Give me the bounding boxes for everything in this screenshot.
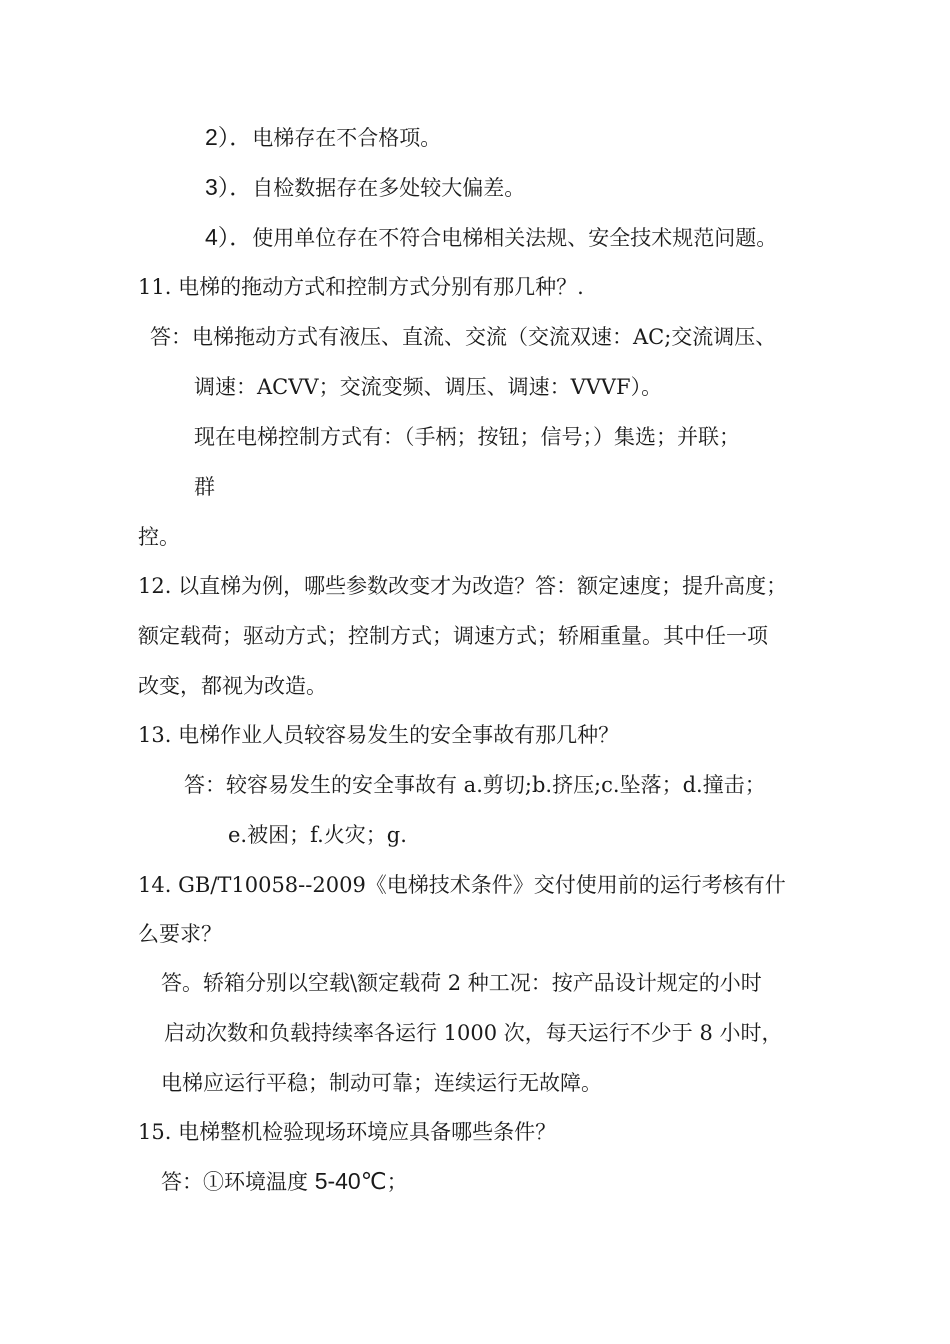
answer-11-line-2: 调速：ACVV；交流变频、调压、调速：VVVF）。: [194, 375, 663, 399]
answer-15-prefix: 答：①环境温度: [161, 1170, 315, 1194]
answer-13-line-1: 答：较容易发生的安全事故有 a.剪切;b.挤压;c.坠落；d.撞击；: [184, 773, 766, 797]
list-item-2: [205, 122, 441, 153]
answer-13-line-2: e.被困；f.火灾；g.: [228, 823, 407, 847]
question-11: 11. 电梯的拖动方式和控制方式分别有那几种？.: [138, 275, 584, 299]
question-12-line-2: 额定载荷；驱动方式；控制方式；调速方式；轿厢重量。其中任一项: [138, 624, 768, 648]
question-13: 13. 电梯作业人员较容易发生的安全事故有那几种？: [138, 723, 620, 747]
question-15: 15. 电梯整机检验现场环境应具备哪些条件？: [138, 1120, 557, 1144]
answer-14-line-2: 启动次数和负载持续率各运行 1000 次，每天运行不少于 8 小时，: [164, 1021, 783, 1045]
list-marker: 4）．: [205, 224, 253, 250]
temperature-range: 5-40℃: [314, 1168, 387, 1194]
answer-11-line-1: 答：电梯拖动方式有液压、直流、交流（交流双速：AC;交流调压、: [150, 325, 777, 349]
question-12-line-3: 改变，都视为改造。: [138, 674, 327, 698]
answer-14-line-1: 答。轿箱分别以空载\额定载荷 2 种工况：按产品设计规定的小时: [161, 971, 762, 995]
answer-11-line-3: 现在电梯控制方式有：（手柄；按钮；信号；）集选；并联；: [194, 425, 740, 449]
answer-11-line-5: 控。: [138, 525, 180, 549]
question-12-line-1: 12. 以直梯为例，哪些参数改变才为改造？答：额定速度；提升高度；: [138, 574, 788, 598]
question-14-line-2: 么要求？: [138, 922, 222, 946]
list-item-3: [205, 172, 525, 203]
answer-15-line-1: [161, 1166, 408, 1197]
answer-11-line-4: 群: [194, 475, 215, 499]
answer-14-line-3: 电梯应运行平稳；制动可靠；连续运行无故障。: [161, 1071, 602, 1095]
list-text: 使用单位存在不符合电梯相关法规、安全技术规范问题。: [252, 226, 778, 250]
answer-15-suffix: ；: [386, 1170, 408, 1194]
list-text: 电梯存在不合格项。: [252, 126, 442, 150]
question-14-line-1: 14. GB/T10058--2009《电梯技术条件》交付使用前的运行考核有什: [138, 873, 786, 897]
list-marker: 2）．: [205, 124, 253, 150]
list-item-4: [205, 222, 777, 253]
list-marker: 3）．: [205, 174, 253, 200]
list-text: 自检数据存在多处较大偏差。: [252, 176, 526, 200]
